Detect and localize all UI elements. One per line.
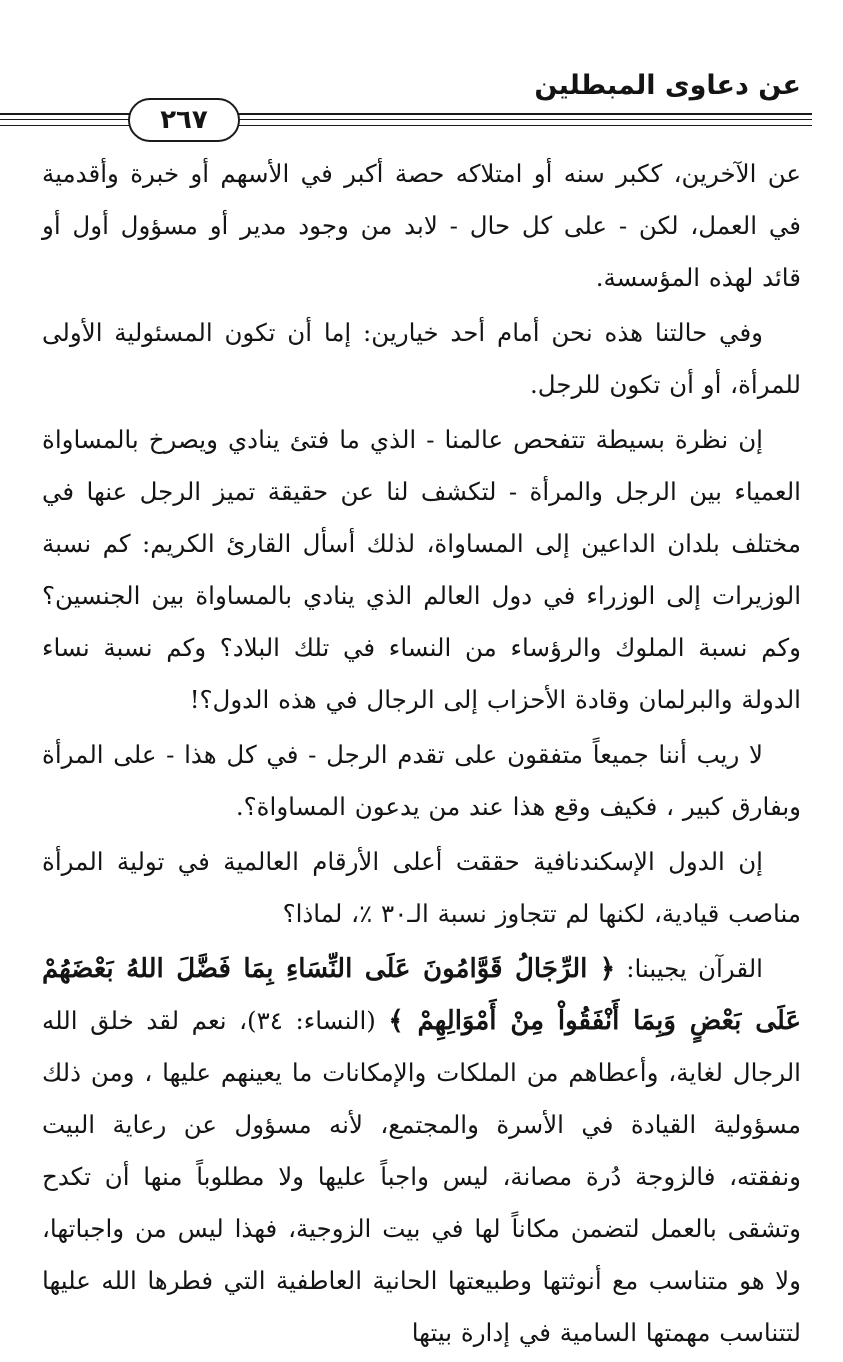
header-rule (0, 113, 812, 115)
quran-verse: ﴿ الرِّجَالُ قَوَّامُونَ عَلَى النِّسَاءِ بِمَا فَضَّلَ اللهُ بَعْضَهُمْ عَلَى بَعْضٍ وَبِمَا أَنْفَقُواْ مِنْ أَمْوَالِهِمْ ﴾ (42, 954, 801, 1036)
header-rule (0, 125, 812, 126)
paragraph: لا ريب أننا جميعاً متفقون على تقدم الرجل - في كل هذا - على المرأة وبفارق كبير ، فكيف وقع هذا عند من يدعون المساواة؟. (42, 740, 801, 821)
paragraph-text: (النساء: ٣٤)، نعم لقد خلق الله الرجال لغاية، وأعطاهم من الملكات والإمكانات ما يعينهم عليها ، ومن ذلك مسؤولية القيادة في الأسرة والمجتمع، لأنه مسؤول عن رعاية البيت ونفقته، فالزوجة دُرة مصانة، ليس واجباً عليها ولا مطلوباً منها أن تكدح وتشقى بالعمل لتضمن مكاناً لها في بيت الزوجية، فهذا ليس من واجباتها، ولا هو متناسب مع أنوثتها وطبيعتها الحانية العاطفية التي فطرها الله عليها لتتناسب مهمتها السامية في إدارة بيتها (42, 1006, 801, 1347)
quran-intro: القرآن يجيبنا: (615, 954, 763, 983)
body-text (42, 148, 801, 1362)
paragraph: إن الدول الإسكندنافية حققت أعلى الأرقام العالمية في تولية المرأة مناصب قيادية، لكنها لم تتجاوز نسبة الـ٣٠ ٪، لماذا؟ (42, 847, 801, 928)
running-title: عن دعاوى المبطلين (534, 70, 801, 101)
page-number: ٢٦٧ (128, 98, 240, 142)
paragraph: وفي حالتنا هذه نحن أمام أحد خيارين: إما أن تكون المسئولية الأولى للمرأة، أو أن تكون للرجل. (42, 318, 801, 399)
paragraph-quran (42, 943, 801, 1359)
paragraph: عن الآخرين، ككبر سنه أو امتلاكه حصة أكبر في الأسهم أو خبرة وأقدمية في العمل، لكن - على كل حال - لابد من وجود مدير أو مسؤول أول أو قائد لهذه المؤسسة. (42, 159, 801, 292)
paragraph: إن نظرة بسيطة تتفحص عالمنا - الذي ما فتئ ينادي ويصرخ بالمساواة العمياء بين الرجل والمرأة - لتكشف لنا عن حقيقة تميز الرجل عنها في مختلف بلدان الداعين إلى المساواة، لذلك أسأل القارئ الكريم: كم نسبة الوزيرات إلى الوزراء في دول العالم الذي ينادي بالمساواة بين الجنسين؟ وكم نسبة الملوك والرؤساء من النساء في تلك البلاد؟ وكم نسبة نساء الدولة والبرلمان وقادة الأحزاب إلى الرجال في هذه الدول؟! (42, 425, 801, 714)
header-rule (0, 119, 812, 120)
